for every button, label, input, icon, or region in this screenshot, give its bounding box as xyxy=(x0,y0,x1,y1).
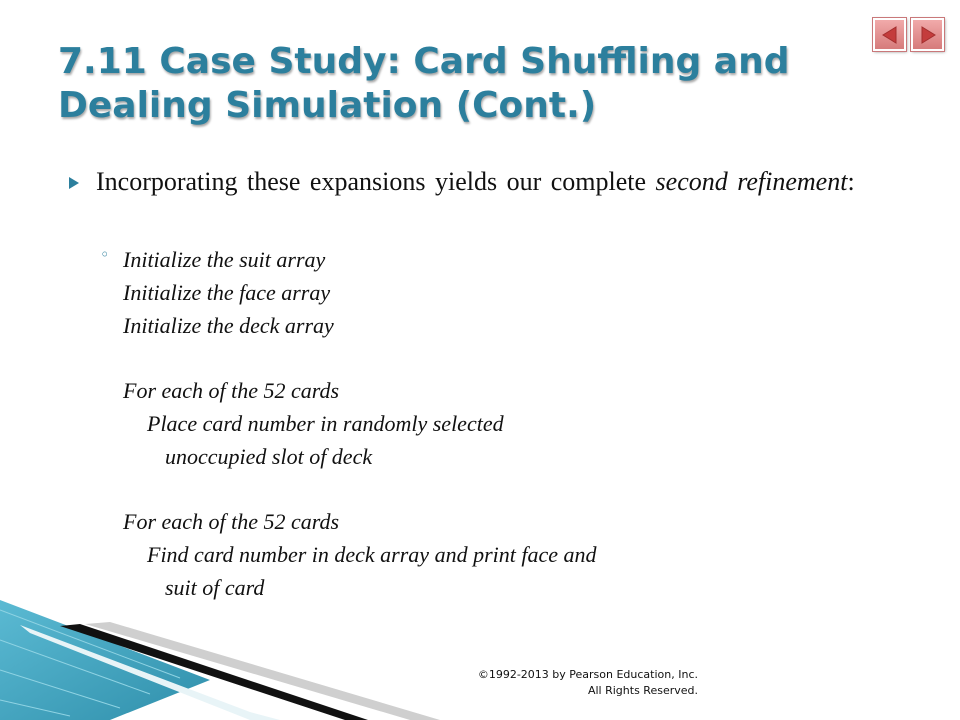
slide-title: 7.11 Case Study: Card Shuffling and Dealing Simulation (Cont.) xyxy=(58,41,790,126)
pseudocode-line: Find card number in deck array and print face and xyxy=(147,542,597,568)
pseudocode-line: Initialize the face array xyxy=(123,279,331,305)
arrow-left-icon xyxy=(881,26,899,44)
pseudocode-line: unoccupied slot of deck xyxy=(165,443,373,469)
bullet-end-text: : xyxy=(847,167,855,196)
bullet-emphasis-text: second refinement xyxy=(655,167,848,196)
rights-line: All Rights Reserved. xyxy=(587,684,698,697)
bullet-arrow-icon xyxy=(68,176,80,190)
copyright-line: ©1992-2013 by Pearson Education, Inc. xyxy=(477,668,698,681)
pseudocode-line: For each of the 52 cards xyxy=(123,378,340,404)
pseudocode-line: For each of the 52 cards xyxy=(123,509,340,535)
bullet-normal-text: Incorporating these expansions yields our complete xyxy=(96,167,656,196)
pseudocode-line: Initialize the suit array xyxy=(123,247,326,272)
copyright-notice xyxy=(478,667,698,699)
pseudocode-blank-line xyxy=(123,342,843,375)
pseudocode-blank-line xyxy=(123,474,843,507)
pseudocode-line: Initialize the deck array xyxy=(123,312,334,338)
arrow-right-icon xyxy=(919,26,937,44)
pseudocode-line: suit of card xyxy=(165,574,265,600)
next-slide-button[interactable] xyxy=(911,18,944,51)
bullet-text xyxy=(96,164,876,199)
previous-slide-button[interactable] xyxy=(873,18,906,51)
sub-bullet-circle-icon: ◦ xyxy=(100,245,110,264)
pseudocode-line: Place card number in randomly selected xyxy=(147,410,504,436)
pseudocode-block xyxy=(123,244,843,605)
